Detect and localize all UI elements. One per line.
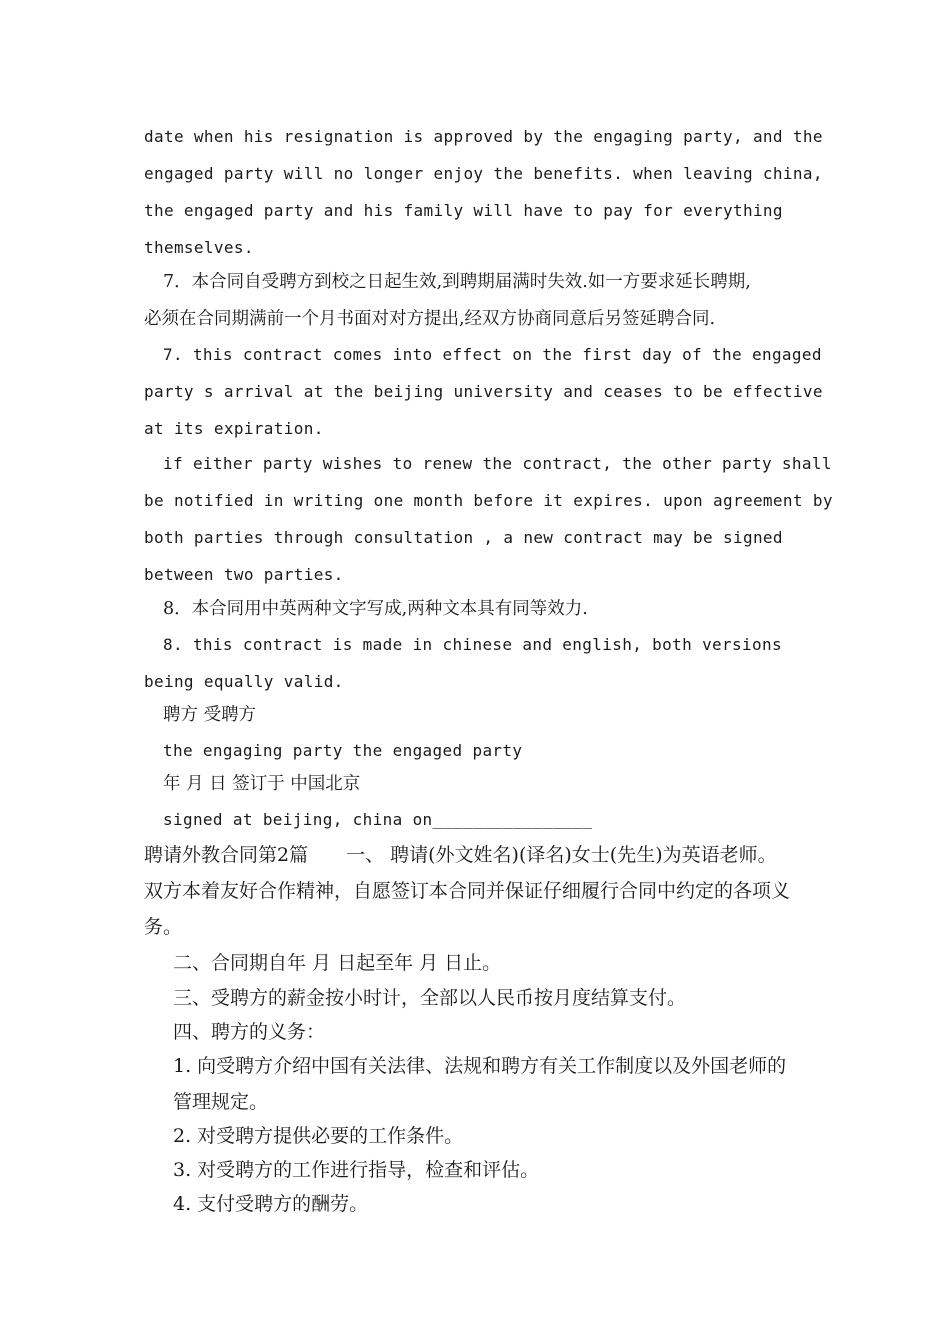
- text-line: be notified in writing one month before it expires. upon agreement by: [144, 491, 833, 510]
- signature-parties-cn: 聘方 受聘方: [163, 705, 257, 725]
- text-line: between two parties.: [144, 565, 344, 584]
- signed-at-en: signed at beijing, china on________________: [163, 810, 593, 829]
- clause-8-cn: 8．本合同用中英两种文字写成,两种文本具有同等效力.: [163, 599, 588, 619]
- signed-date-cn: 年 月 日 签订于 中国北京: [163, 774, 361, 794]
- clause-7-cn-line-2: 必须在合同期满前一个月书面对对方提出,经双方协商同意后另签延聘合同.: [144, 309, 716, 329]
- clause-term: 二、合同期自年 月 日起至年 月 日止。: [173, 952, 502, 974]
- text-line: the engaged party and his family will have to pay for everything: [144, 201, 783, 220]
- section-2-heading: 聘请外教合同第2篇 一、 聘请(外文姓名)(译名)女士(先生)为英语老师。: [144, 844, 777, 866]
- text-line: party s arrival at the beijing university and ceases to be effective: [144, 382, 823, 401]
- text-line: 务。: [144, 916, 183, 938]
- clause-8-en-line-1: 8. this contract is made in chinese and english, both versions: [163, 635, 782, 654]
- clause-7-cn-line-1: 7．本合同自受聘方到校之日起生效,到聘期届满时失效.如一方要求延长聘期,: [163, 272, 751, 292]
- text-line: if either party wishes to renew the contract, the other party shall: [163, 454, 832, 473]
- obligation-item-3: 3. 对受聘方的工作进行指导，检查和评估。: [173, 1159, 540, 1181]
- signature-parties-en: the engaging party the engaged party: [163, 741, 523, 760]
- text-line: 管理规定。: [173, 1091, 269, 1113]
- clause-7-en-line-1: 7. this contract comes into effect on the first day of the engaged: [163, 345, 822, 364]
- text-line: at its expiration.: [144, 419, 324, 438]
- text-line: both parties through consultation , a new contract may be signed: [144, 528, 783, 547]
- text-line: themselves.: [144, 238, 254, 257]
- clause-obligations-heading: 四、聘方的义务：: [173, 1021, 326, 1043]
- text-line: 双方本着友好合作精神，自愿签订本合同并保证仔细履行合同中约定的各项义: [144, 880, 791, 902]
- obligation-item-4: 4. 支付受聘方的酬劳。: [173, 1193, 369, 1215]
- text-line: being equally valid.: [144, 672, 344, 691]
- obligation-item-1: 1. 向受聘方介绍中国有关法律、法规和聘方有关工作制度以及外国老师的: [173, 1055, 787, 1077]
- clause-salary: 三、受聘方的薪金按小时计，全部以人民币按月度结算支付。: [173, 987, 687, 1009]
- text-line: engaged party will no longer enjoy the benefits. when leaving china,: [144, 164, 823, 183]
- text-line: date when his resignation is approved by the engaging party, and the: [144, 127, 823, 146]
- obligation-item-2: 2. 对受聘方提供必要的工作条件。: [173, 1125, 464, 1147]
